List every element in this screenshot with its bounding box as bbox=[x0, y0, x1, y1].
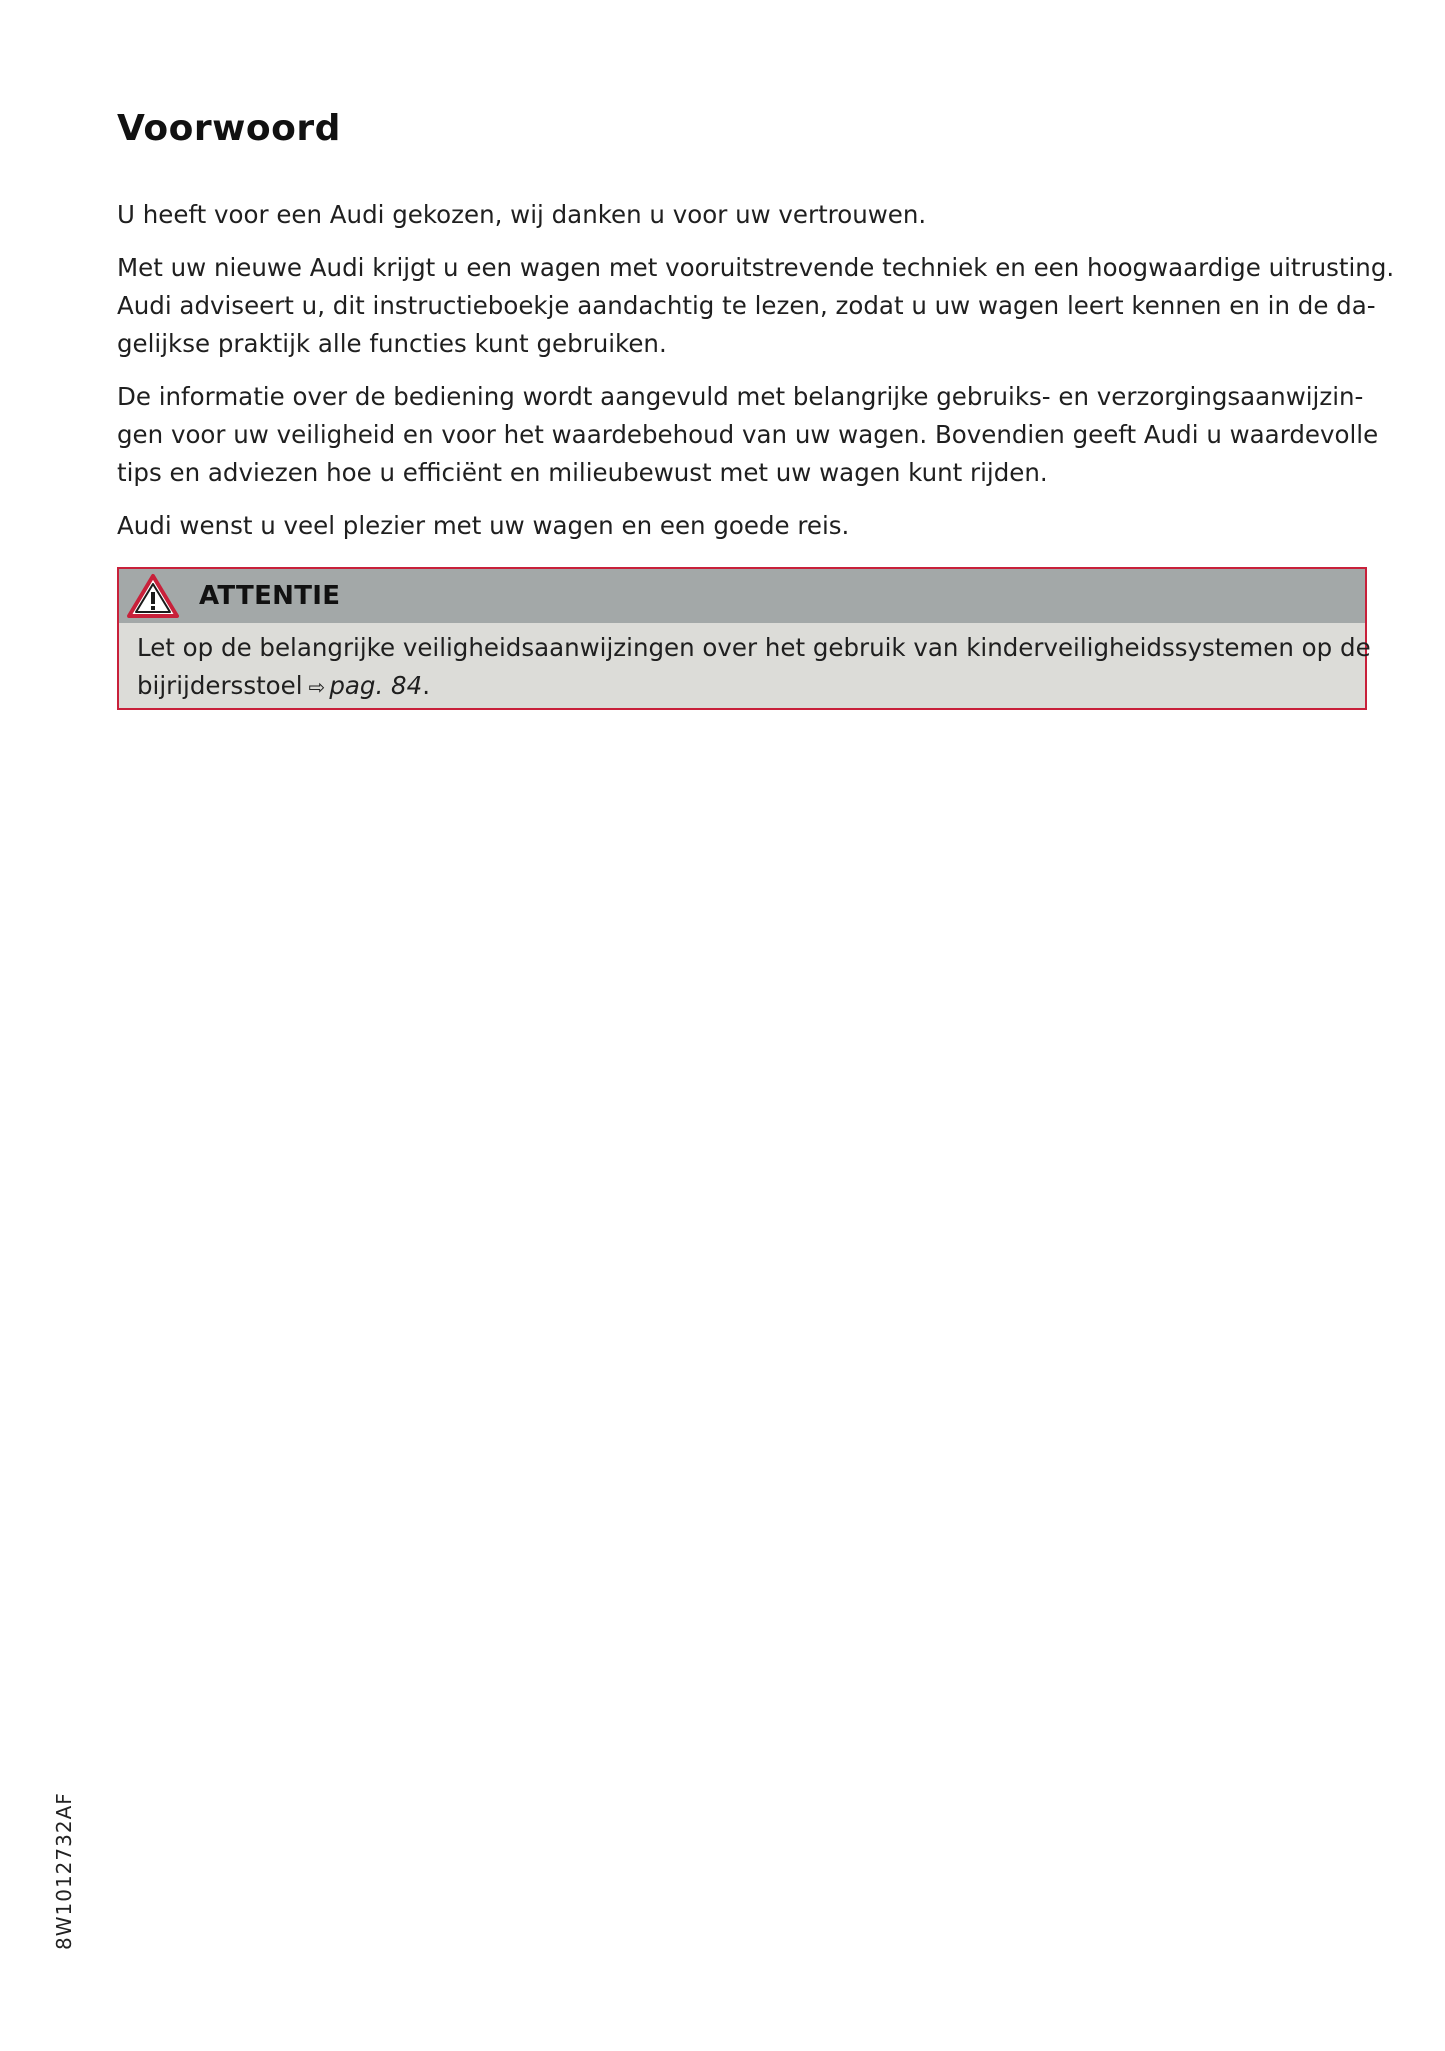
warning-triangle-icon bbox=[127, 573, 179, 619]
page-title: Voorwoord bbox=[117, 108, 341, 149]
paragraph-line: Audi adviseert u, dit instructieboekje aandachtig te lezen, zodat u uw wagen leert kennen en in de da- bbox=[117, 291, 1376, 320]
warning-text-line bbox=[137, 667, 1347, 706]
paragraph-line: Audi wenst u veel plezier met uw wagen en een goede reis. bbox=[117, 511, 850, 540]
warning-text-suffix: . bbox=[422, 671, 430, 700]
paragraph-line: gelijkse praktijk alle functies kunt gebruiken. bbox=[117, 329, 667, 358]
paragraph-line: tips en adviezen hoe u efficiënt en milieubewust met uw wagen kunt rijden. bbox=[117, 458, 1048, 487]
body-text bbox=[117, 196, 1395, 560]
paragraph bbox=[117, 196, 1367, 234]
warning-text-line: Let op de belangrijke veiligheidsaanwijzingen over het gebruik van kinderveiligheidssystemen op de bbox=[137, 633, 1371, 662]
paragraph bbox=[117, 507, 1367, 545]
warning-text: bijrijdersstoel bbox=[137, 671, 303, 700]
paragraph bbox=[117, 249, 1395, 363]
warning-body bbox=[119, 623, 1371, 706]
paragraph-line: Met uw nieuwe Audi krijgt u een wagen met vooruitstrevende techniek en een hoogwaardige uitrusting. bbox=[117, 253, 1395, 282]
document-code: 8W1012732AF bbox=[52, 1792, 76, 1950]
paragraph-line: gen voor uw veiligheid en voor het waardebehoud van uw wagen. Bovendien geeft Audi u waardevolle bbox=[117, 420, 1379, 449]
arrow-right-icon: ⇨ bbox=[308, 675, 326, 699]
paragraph bbox=[117, 378, 1379, 492]
warning-title: ATTENTIE bbox=[199, 581, 341, 611]
paragraph-line: De informatie over de bediening wordt aangevuld met belangrijke gebruiks- en verzorgingsaanwijzin- bbox=[117, 382, 1364, 411]
warning-box bbox=[117, 567, 1371, 710]
page-reference-link[interactable]: pag. 84 bbox=[329, 671, 423, 700]
warning-header bbox=[119, 569, 1365, 623]
paragraph-line: U heeft voor een Audi gekozen, wij danken u voor uw vertrouwen. bbox=[117, 200, 927, 229]
